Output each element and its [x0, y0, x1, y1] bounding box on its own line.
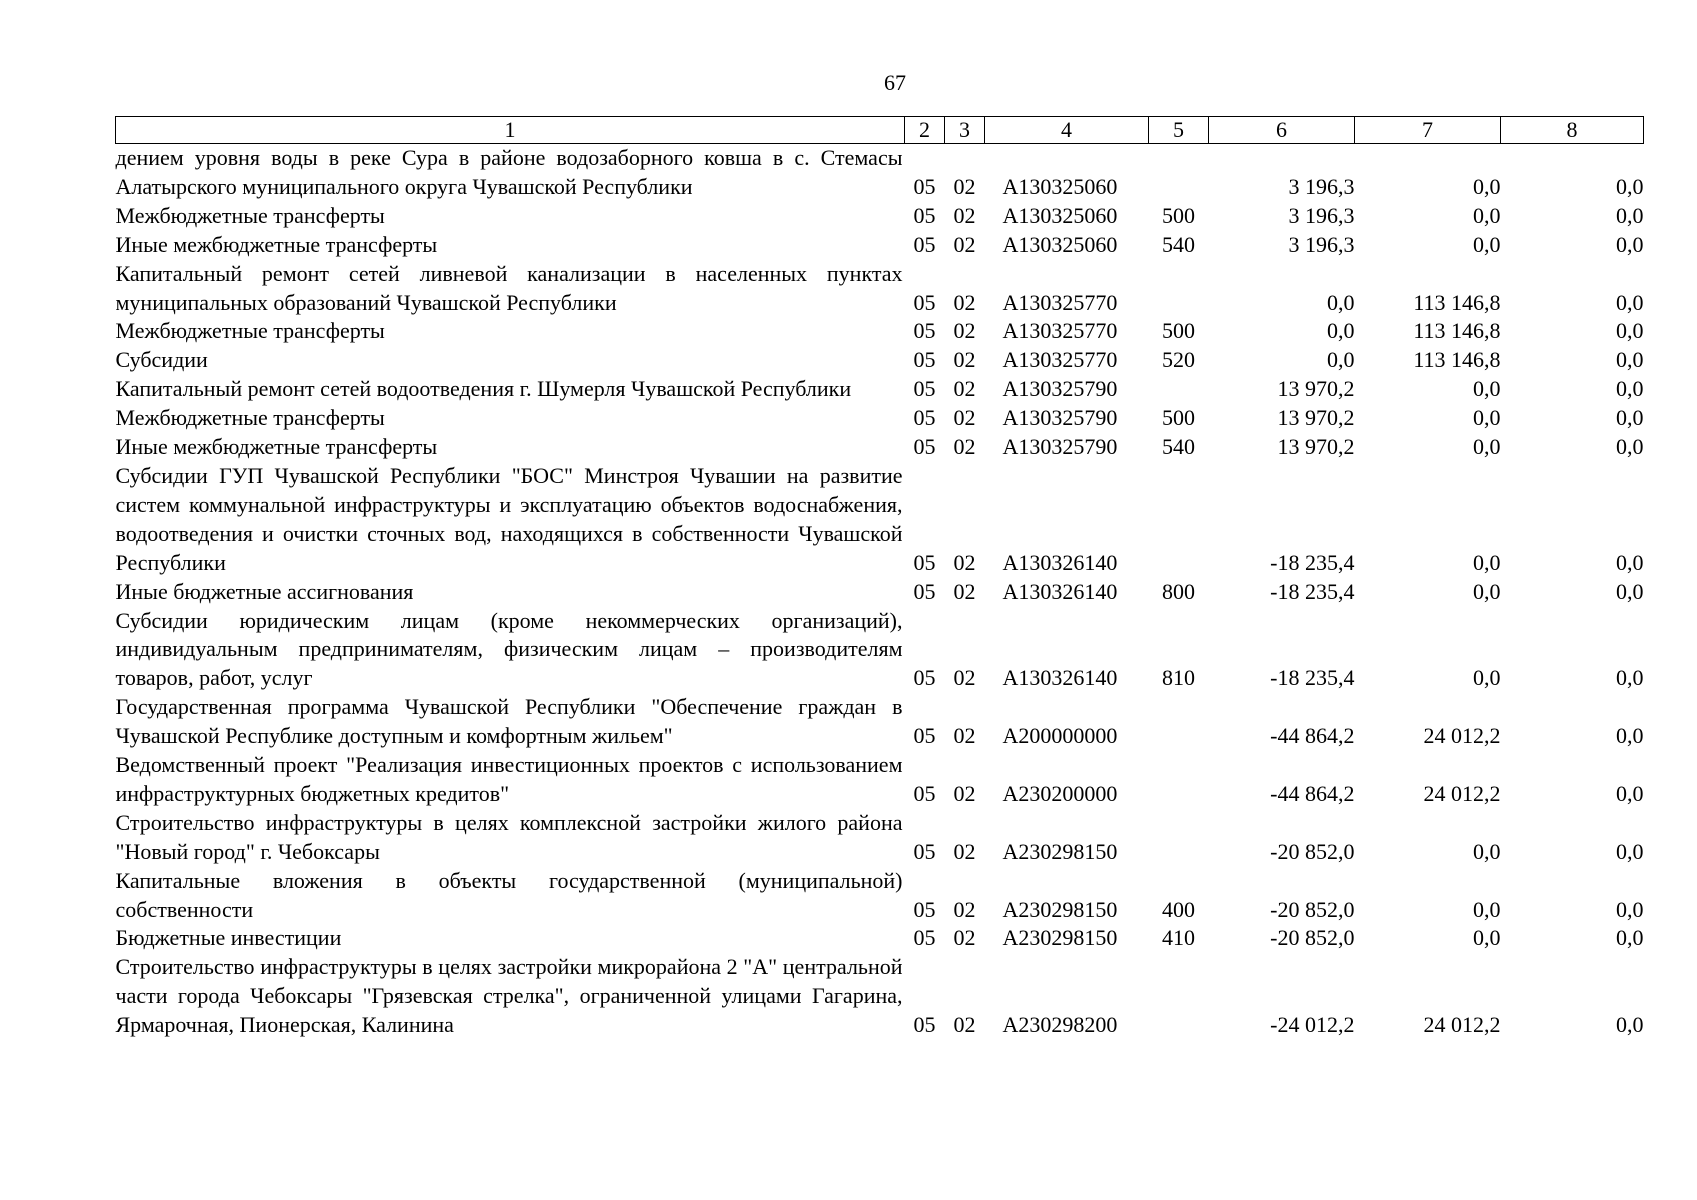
- table-row: [116, 693, 1644, 751]
- row-sum-col8: 0,0: [1616, 723, 1644, 749]
- row-razdel: 05: [913, 780, 936, 806]
- header-col-3: 3: [945, 117, 985, 144]
- row-sum-col7: 24 012,2: [1423, 780, 1501, 806]
- table-row: [116, 953, 1644, 1040]
- row-vr-code: 540: [1162, 434, 1195, 460]
- row-sum-col6: -24 012,2: [1270, 1012, 1355, 1038]
- row-sum-col8: 0,0: [1616, 578, 1644, 604]
- row-podrazdel: 02: [953, 289, 976, 315]
- row-csr-code: А230200000: [1002, 780, 1118, 806]
- row-sum-col7: 0,0: [1473, 896, 1501, 922]
- row-sum-col8: 0,0: [1616, 1012, 1644, 1038]
- row-vr-code: 410: [1162, 925, 1195, 951]
- row-podrazdel: 02: [953, 780, 976, 806]
- row-sum-col8: 0,0: [1616, 896, 1644, 922]
- row-csr-code: А130326140: [1002, 549, 1118, 575]
- row-razdel: 05: [913, 173, 936, 199]
- row-razdel: 05: [913, 434, 936, 460]
- row-vr-code: 500: [1162, 318, 1195, 344]
- row-csr-code: А130325060: [1002, 173, 1118, 199]
- row-razdel: 05: [913, 347, 936, 373]
- row-vr-code: [1149, 693, 1209, 751]
- row-sum-col7: 0,0: [1473, 434, 1501, 460]
- row-razdel: 05: [913, 1012, 936, 1038]
- row-name: Межбюджетные трансферты: [115, 202, 385, 228]
- row-csr-code: А130326140: [1002, 665, 1118, 691]
- row-sum-col7: 0,0: [1473, 549, 1501, 575]
- row-podrazdel: 02: [953, 925, 976, 951]
- row-csr-code: А130325790: [1002, 405, 1118, 431]
- row-sum-col8: 0,0: [1616, 838, 1644, 864]
- row-sum-col6: -20 852,0: [1270, 925, 1355, 951]
- row-name: Бюджетные инвестиции: [115, 925, 342, 951]
- row-razdel: 05: [913, 925, 936, 951]
- row-sum-col6: -20 852,0: [1270, 838, 1355, 864]
- row-sum-col6: -44 864,2: [1270, 723, 1355, 749]
- row-sum-col7: 0,0: [1473, 665, 1501, 691]
- table-row: [116, 433, 1644, 462]
- row-name: Ведомственный проект "Реализация инвестиционных проектов с использованием инфраструктурных бюджетных кредитов": [115, 752, 903, 806]
- row-sum-col7: 113 146,8: [1413, 318, 1501, 344]
- row-sum-col8: 0,0: [1616, 434, 1644, 460]
- table-row: [116, 317, 1644, 346]
- row-name: Государственная программа Чувашской Республики "Обеспечение граждан в Чувашской Республике доступным и комфортным жильем": [115, 694, 903, 749]
- row-razdel: 05: [913, 665, 936, 691]
- row-sum-col6: 13 970,2: [1277, 405, 1355, 431]
- row-csr-code: А230298150: [1002, 896, 1118, 922]
- row-csr-code: А130325060: [1002, 231, 1118, 257]
- row-name: дением уровня воды в реке Сура в районе водозаборного ковша в с. Стемасы Алатырского муниципального округа Чувашской Республики: [115, 145, 903, 199]
- row-vr-code: 800: [1162, 578, 1195, 604]
- row-name: Субсидии: [115, 347, 208, 373]
- row-sum-col8: 0,0: [1616, 549, 1644, 575]
- table-row: [116, 404, 1644, 433]
- row-podrazdel: 02: [953, 896, 976, 922]
- header-col-6: 6: [1209, 117, 1355, 144]
- row-sum-col7: 24 012,2: [1423, 723, 1501, 749]
- row-vr-code: 810: [1162, 665, 1195, 691]
- table-row: [116, 867, 1644, 925]
- row-name: Субсидии юридическим лицам (кроме некоммерческих организаций), индивидуальным предпринимателям, физическим лицам – производителям товаров, работ, услуг: [115, 607, 903, 691]
- row-podrazdel: 02: [953, 578, 976, 604]
- row-sum-col8: 0,0: [1616, 318, 1644, 344]
- row-vr-code: [1149, 809, 1209, 867]
- row-vr-code: 540: [1162, 231, 1195, 257]
- row-sum-col6: 0,0: [1327, 347, 1355, 373]
- row-podrazdel: 02: [953, 376, 976, 402]
- row-sum-col8: 0,0: [1616, 376, 1644, 402]
- row-razdel: 05: [913, 202, 936, 228]
- row-vr-code: [1149, 260, 1209, 318]
- row-vr-code: 520: [1162, 347, 1195, 373]
- table-body: [116, 144, 1644, 1041]
- row-vr-code: 400: [1162, 896, 1195, 922]
- row-sum-col6: 13 970,2: [1277, 434, 1355, 460]
- row-csr-code: А130325790: [1002, 376, 1118, 402]
- row-csr-code: А130325770: [1002, 318, 1118, 344]
- row-csr-code: А130325770: [1002, 289, 1118, 315]
- row-sum-col8: 0,0: [1616, 665, 1644, 691]
- table-row: [116, 462, 1644, 578]
- header-col-2: 2: [905, 117, 945, 144]
- row-vr-code: [1149, 375, 1209, 404]
- row-razdel: 05: [913, 578, 936, 604]
- row-csr-code: А230298200: [1002, 1012, 1118, 1038]
- table-row: [116, 144, 1644, 202]
- row-csr-code: А130326140: [1002, 578, 1118, 604]
- row-sum-col7: 0,0: [1473, 231, 1501, 257]
- row-sum-col8: 0,0: [1616, 289, 1644, 315]
- row-sum-col7: 0,0: [1473, 173, 1501, 199]
- row-sum-col6: 13 970,2: [1277, 376, 1355, 402]
- row-razdel: 05: [913, 838, 936, 864]
- row-razdel: 05: [913, 289, 936, 315]
- table-row: [116, 375, 1644, 404]
- row-csr-code: А230298150: [1002, 925, 1118, 951]
- row-csr-code: А130325790: [1002, 434, 1118, 460]
- row-sum-col8: 0,0: [1616, 173, 1644, 199]
- row-podrazdel: 02: [953, 838, 976, 864]
- row-sum-col7: 0,0: [1473, 838, 1501, 864]
- row-vr-code: [1149, 462, 1209, 578]
- row-name: Капитальный ремонт сетей ливневой канализации в населенных пунктах муниципальных образований Чувашской Республики: [115, 260, 903, 315]
- row-name: Межбюджетные трансферты: [115, 405, 385, 431]
- table-row: [116, 202, 1644, 231]
- row-sum-col7: 0,0: [1473, 405, 1501, 431]
- row-podrazdel: 02: [953, 202, 976, 228]
- row-sum-col6: -44 864,2: [1270, 780, 1355, 806]
- table-row: [116, 346, 1644, 375]
- row-name: Субсидии ГУП Чувашской Республики "БОС" Минстроя Чувашии на развитие систем коммунальной инфраструктуры и эксплуатацию объектов водоснабжения, водоотведения и очистки сточных вод, находящихся в собственности Чувашской Республики: [115, 462, 903, 575]
- row-sum-col6: 3 196,3: [1288, 173, 1355, 199]
- row-razdel: 05: [913, 231, 936, 257]
- row-sum-col8: 0,0: [1616, 347, 1644, 373]
- page-number: 67: [884, 70, 906, 95]
- header-col-5: 5: [1149, 117, 1209, 144]
- table-row: [116, 924, 1644, 953]
- row-csr-code: А230298150: [1002, 838, 1118, 864]
- row-podrazdel: 02: [953, 1012, 976, 1038]
- row-sum-col7: 0,0: [1473, 376, 1501, 402]
- row-sum-col6: -18 235,4: [1270, 549, 1355, 575]
- row-sum-col8: 0,0: [1616, 405, 1644, 431]
- row-sum-col6: 0,0: [1327, 289, 1355, 315]
- budget-table: [115, 116, 1644, 1040]
- row-podrazdel: 02: [953, 723, 976, 749]
- table-header: [116, 117, 1644, 144]
- row-sum-col8: 0,0: [1616, 780, 1644, 806]
- table-row: [116, 231, 1644, 260]
- row-name: Строительство инфраструктуры в целях застройки микрорайона 2 "А" центральной части города Чебоксары "Грязевская стрелка", ограниченной улицами Гагарина, Ярмарочная, Пионерская, Калинина: [115, 954, 903, 1038]
- row-csr-code: А200000000: [1002, 723, 1118, 749]
- row-name: Межбюджетные трансферты: [115, 318, 385, 344]
- header-row: [116, 117, 1644, 144]
- table-row: [116, 751, 1644, 809]
- row-sum-col6: -20 852,0: [1270, 896, 1355, 922]
- row-csr-code: А130325770: [1002, 347, 1118, 373]
- row-razdel: 05: [913, 376, 936, 402]
- table-row: [116, 809, 1644, 867]
- row-razdel: 05: [913, 549, 936, 575]
- row-vr-code: [1149, 751, 1209, 809]
- row-podrazdel: 02: [953, 173, 976, 199]
- row-sum-col6: 0,0: [1327, 318, 1355, 344]
- row-sum-col6: -18 235,4: [1270, 578, 1355, 604]
- row-csr-code: А130325060: [1002, 202, 1118, 228]
- row-name: Иные бюджетные ассигнования: [115, 578, 414, 604]
- row-sum-col7: 24 012,2: [1423, 1012, 1501, 1038]
- table-row: [116, 578, 1644, 607]
- row-sum-col6: -18 235,4: [1270, 665, 1355, 691]
- row-sum-col7: 0,0: [1473, 925, 1501, 951]
- header-col-7: 7: [1355, 117, 1501, 144]
- row-name: Иные межбюджетные трансферты: [115, 434, 438, 460]
- row-podrazdel: 02: [953, 318, 976, 344]
- row-name: Капитальные вложения в объекты государственной (муниципальной) собственности: [115, 867, 903, 922]
- row-sum-col7: 113 146,8: [1413, 347, 1501, 373]
- row-podrazdel: 02: [953, 347, 976, 373]
- row-sum-col7: 0,0: [1473, 202, 1501, 228]
- row-sum-col8: 0,0: [1616, 925, 1644, 951]
- row-name: Иные межбюджетные трансферты: [115, 231, 438, 257]
- row-podrazdel: 02: [953, 405, 976, 431]
- row-vr-code: 500: [1162, 405, 1195, 431]
- row-razdel: 05: [913, 318, 936, 344]
- row-sum-col7: 0,0: [1473, 578, 1501, 604]
- table-row: [116, 607, 1644, 694]
- row-vr-code: [1149, 144, 1209, 202]
- row-sum-col8: 0,0: [1616, 202, 1644, 228]
- row-sum-col6: 3 196,3: [1288, 231, 1355, 257]
- table-row: [116, 260, 1644, 318]
- row-name: Капитальный ремонт сетей водоотведения г. Шумерля Чувашской Республики: [115, 376, 852, 402]
- row-sum-col7: 113 146,8: [1413, 289, 1501, 315]
- row-sum-col6: 3 196,3: [1288, 202, 1355, 228]
- row-vr-code: 500: [1162, 202, 1195, 228]
- row-razdel: 05: [913, 405, 936, 431]
- header-col-8: 8: [1501, 117, 1644, 144]
- row-podrazdel: 02: [953, 434, 976, 460]
- row-podrazdel: 02: [953, 665, 976, 691]
- row-razdel: 05: [913, 723, 936, 749]
- header-col-4: 4: [985, 117, 1149, 144]
- row-name: Строительство инфраструктуры в целях комплексной застройки жилого района "Новый город" г. Чебоксары: [115, 809, 903, 864]
- row-razdel: 05: [913, 896, 936, 922]
- row-podrazdel: 02: [953, 549, 976, 575]
- row-vr-code: [1149, 953, 1209, 1040]
- row-sum-col8: 0,0: [1616, 231, 1644, 257]
- header-col-1: 1: [116, 117, 905, 144]
- row-podrazdel: 02: [953, 231, 976, 257]
